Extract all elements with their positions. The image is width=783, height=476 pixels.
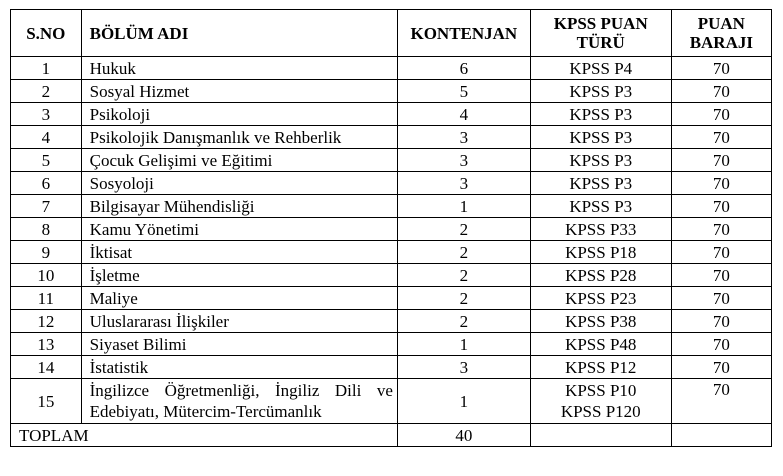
cell-name: İşletme — [81, 264, 397, 287]
cell-name: Sosyal Hizmet — [81, 80, 397, 103]
cell-baraj: 70 — [671, 57, 771, 80]
header-kpss-line1: KPSS PUAN — [553, 14, 648, 33]
table-row — [11, 149, 772, 172]
cell-kpss: KPSS P4 — [530, 57, 671, 80]
total-row — [11, 424, 772, 447]
cell-name: Kamu Yönetimi — [81, 218, 397, 241]
cell-kpss: KPSS P28 — [530, 264, 671, 287]
cell-no: 4 — [11, 126, 82, 149]
table-row — [11, 103, 772, 126]
cell-no: 15 — [11, 379, 82, 424]
table-row — [11, 172, 772, 195]
cell-kontenjan: 3 — [397, 126, 530, 149]
total-empty-kpss — [530, 424, 671, 447]
cell-name: Sosyoloji — [81, 172, 397, 195]
cell-name: Siyaset Bilimi — [81, 333, 397, 356]
cell-kontenjan: 2 — [397, 241, 530, 264]
header-baraj-line1: PUAN — [697, 14, 745, 33]
cell-baraj: 70 — [671, 287, 771, 310]
cell-name: İstatistik — [81, 356, 397, 379]
cell-baraj: 70 — [671, 356, 771, 379]
header-no: S.NO — [11, 10, 82, 57]
cell-kpss — [530, 379, 671, 424]
cell-kontenjan: 1 — [397, 333, 530, 356]
header-baraj — [671, 10, 771, 57]
cell-kontenjan: 2 — [397, 264, 530, 287]
cell-no: 12 — [11, 310, 82, 333]
cell-name-line2: Edebiyatı, Mütercim-Tercümanlık — [89, 402, 322, 421]
table-row — [11, 80, 772, 103]
cell-kpss: KPSS P12 — [530, 356, 671, 379]
cell-kpss: KPSS P3 — [530, 80, 671, 103]
table-row — [11, 57, 772, 80]
cell-no: 2 — [11, 80, 82, 103]
quota-table — [10, 9, 772, 447]
table-row — [11, 310, 772, 333]
header-row — [11, 10, 772, 57]
cell-kontenjan: 3 — [397, 356, 530, 379]
cell-kpss: KPSS P18 — [530, 241, 671, 264]
header-kontenjan: KONTENJAN — [397, 10, 530, 57]
cell-name: Psikolojik Danışmanlık ve Rehberlik — [81, 126, 397, 149]
cell-kpss: KPSS P3 — [530, 172, 671, 195]
cell-kpss: KPSS P48 — [530, 333, 671, 356]
cell-no: 13 — [11, 333, 82, 356]
cell-name: Uluslararası İlişkiler — [81, 310, 397, 333]
cell-kpss: KPSS P3 — [530, 195, 671, 218]
cell-baraj: 70 — [671, 310, 771, 333]
header-baraj-line2: BARAJI — [689, 33, 753, 52]
cell-name: İktisat — [81, 241, 397, 264]
cell-kontenjan: 2 — [397, 287, 530, 310]
total-empty-baraj — [671, 424, 771, 447]
table-row — [11, 218, 772, 241]
table-row — [11, 195, 772, 218]
cell-kontenjan: 1 — [397, 195, 530, 218]
header-name: BÖLÜM ADI — [81, 10, 397, 57]
cell-baraj: 70 — [671, 172, 771, 195]
header-kpss-line2: TÜRÜ — [576, 33, 625, 52]
table-row — [11, 126, 772, 149]
table-row — [11, 241, 772, 264]
cell-kpss: KPSS P3 — [530, 126, 671, 149]
cell-name — [81, 379, 397, 424]
cell-kontenjan: 6 — [397, 57, 530, 80]
cell-no: 3 — [11, 103, 82, 126]
cell-baraj: 70 — [671, 103, 771, 126]
cell-kontenjan: 5 — [397, 80, 530, 103]
cell-baraj: 70 — [671, 241, 771, 264]
cell-kpss-line1: KPSS P10 — [565, 381, 637, 400]
cell-baraj: 70 — [671, 195, 771, 218]
cell-kpss-line2: KPSS P120 — [560, 402, 641, 421]
table-row-15 — [11, 379, 772, 424]
cell-no: 7 — [11, 195, 82, 218]
cell-no: 11 — [11, 287, 82, 310]
cell-no: 1 — [11, 57, 82, 80]
cell-baraj: 70 — [671, 126, 771, 149]
cell-kontenjan: 3 — [397, 172, 530, 195]
cell-kpss: KPSS P3 — [530, 149, 671, 172]
cell-name: Hukuk — [81, 57, 397, 80]
cell-no: 9 — [11, 241, 82, 264]
cell-kontenjan: 1 — [397, 379, 530, 424]
cell-kpss: KPSS P3 — [530, 103, 671, 126]
cell-name: Psikoloji — [81, 103, 397, 126]
cell-name-line1: İngilizce Öğretmenliği, İngiliz Dili ve — [89, 381, 393, 400]
cell-name: Bilgisayar Mühendisliği — [81, 195, 397, 218]
cell-baraj: 70 — [671, 333, 771, 356]
cell-name: Çocuk Gelişimi ve Eğitimi — [81, 149, 397, 172]
total-label: TOPLAM — [11, 424, 398, 447]
cell-no: 10 — [11, 264, 82, 287]
cell-kontenjan: 4 — [397, 103, 530, 126]
cell-kpss: KPSS P33 — [530, 218, 671, 241]
cell-baraj: 70 — [671, 149, 771, 172]
table-row — [11, 356, 772, 379]
cell-no: 6 — [11, 172, 82, 195]
table-row — [11, 287, 772, 310]
cell-kpss: KPSS P23 — [530, 287, 671, 310]
cell-kontenjan: 3 — [397, 149, 530, 172]
table-row — [11, 264, 772, 287]
cell-kpss: KPSS P38 — [530, 310, 671, 333]
cell-baraj: 70 — [671, 264, 771, 287]
cell-baraj: 70 — [671, 80, 771, 103]
total-value: 40 — [397, 424, 530, 447]
cell-name: Maliye — [81, 287, 397, 310]
cell-kontenjan: 2 — [397, 218, 530, 241]
cell-kontenjan: 2 — [397, 310, 530, 333]
cell-baraj: 70 — [671, 218, 771, 241]
header-kpss — [530, 10, 671, 57]
cell-baraj: 70 — [671, 379, 771, 424]
cell-no: 5 — [11, 149, 82, 172]
table-row — [11, 333, 772, 356]
cell-no: 8 — [11, 218, 82, 241]
cell-no: 14 — [11, 356, 82, 379]
